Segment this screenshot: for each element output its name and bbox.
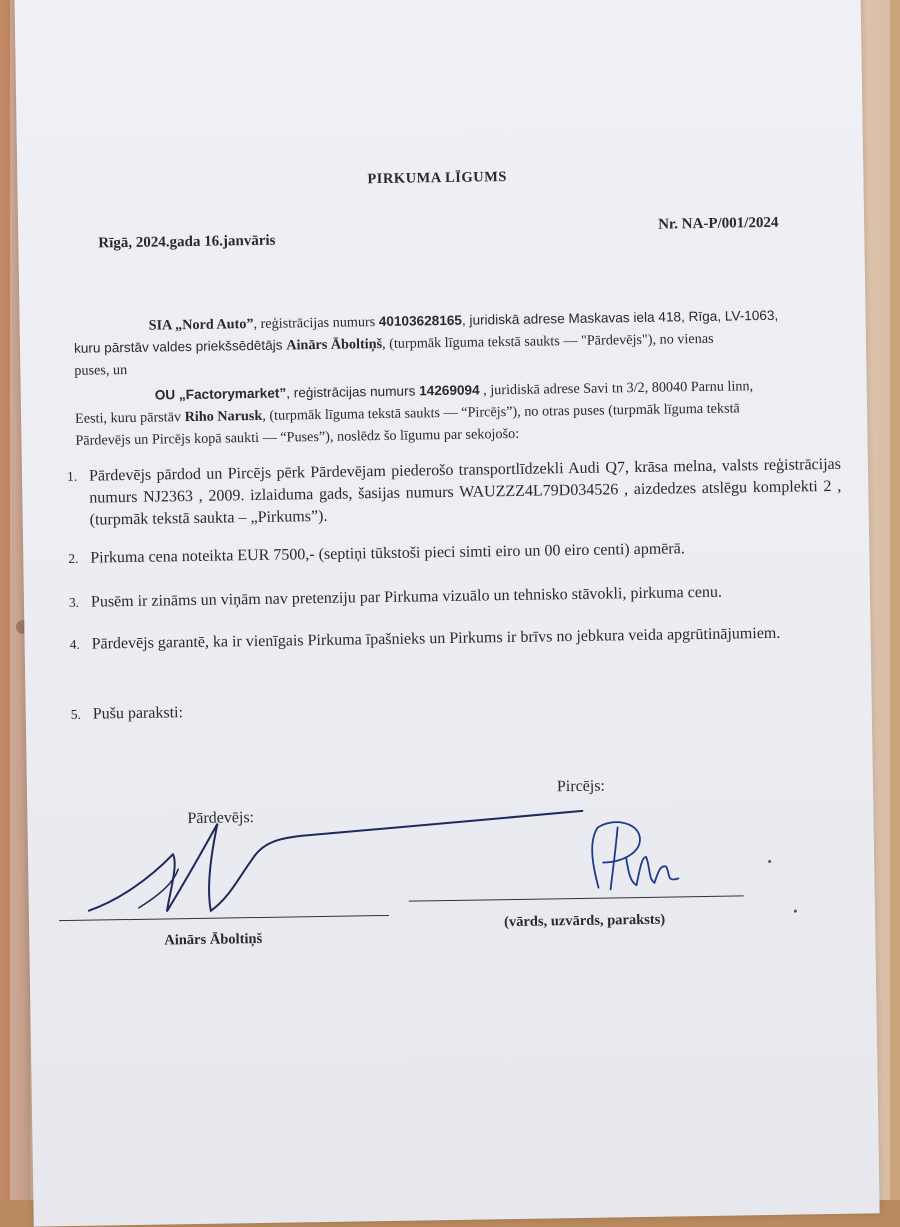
seller-signature — [77, 792, 619, 930]
clause-number: 1. — [66, 468, 78, 484]
clause-number: 3. — [68, 594, 80, 610]
clause-item — [69, 580, 849, 614]
clause-number: 4. — [69, 636, 80, 652]
buyer-line2-pre: Eesti, kuru pārstāv — [74, 409, 185, 427]
clause-number: 2. — [68, 550, 79, 566]
buyer-line-3: Pārdevējs un Pircējs kopā saukti — “Puses”), noslēdz šo līgumu par sekojošo: — [75, 425, 520, 449]
buyer-caption: (vārds, uzvārds, paraksts) — [503, 911, 666, 931]
seller-line2-post: , (turpmāk līguma tekstā saukts — "Pārdevējs"), no vienas — [381, 330, 714, 352]
paper-speck — [794, 910, 797, 913]
clause-text: Pārdevējs pārdod un Pircējs pērk Pārdevējam piederošo transportlīdzekli Audi Q7, krāsa melna, valsts reģistrācijas numurs NJ2363 , 2009. izlaiduma gads, šasijas numurs WAUZZZ4L79D034526 , aizdedzes atslēgu komplekti 2 , (turpmāk tekstā saukta – „Pirkums”). — [88, 455, 842, 529]
clause-item — [67, 454, 848, 532]
clause-number: 5. — [70, 706, 81, 722]
buyer-signature — [567, 816, 688, 898]
seller-reg-pre: , reģistrācijas numurs — [253, 314, 379, 333]
buyer-representative: Riho Narusk — [184, 407, 263, 426]
seller-line-3: puses, un — [74, 361, 128, 379]
seller-name: SIA „Nord Auto” — [148, 316, 254, 334]
document-title: PIRKUMA LĪGUMS — [367, 169, 508, 188]
buyer-line2-post: , (turpmāk līguma tekstā saukts — “Pircējs”), no otras puses (turpmāk līguma tekstā — [262, 400, 740, 424]
clause-text: Pirkuma cena noteikta EUR 7500,- (septiņi tūkstoši pieci simti eiro un 00 eiro centi) apmērā. — [90, 540, 685, 567]
seller-paragraph — [73, 304, 834, 382]
clause-item — [71, 692, 851, 726]
seller-signature-label: Pārdevējs: — [187, 809, 255, 828]
clause-text: Pusēm ir zināms un viņām nav pretenziju par Pirkuma vizuālo un tehnisko stāvokli, pirkuma cenu. — [90, 583, 723, 611]
seller-line2-pre: kuru pārstāv valdes priekšsēdētājs — [73, 337, 287, 356]
seller-address: , juridiskā adrese Maskavas iela 418, Rīga, LV-1063, — [461, 307, 779, 328]
document-number: Nr. NA-P/001/2024 — [658, 214, 779, 233]
buyer-reg-number: 14269094 — [419, 382, 480, 399]
paper-speck — [768, 860, 771, 863]
clause-text: Pārdevējs garantē, ka ir vienīgais Pirkuma īpašnieks un Pirkums ir brīvs no jebkura veida apgrūtinājumiem. — [91, 624, 781, 653]
clause-item — [68, 536, 848, 570]
contract-page — [14, 0, 879, 1227]
buyer-signature-label: Pircējs: — [556, 777, 606, 796]
buyer-address: , juridiskā adrese Savi tn 3/2, 80040 Parnu linn, — [479, 378, 754, 399]
seller-representative: Ainārs Āboltiņš — [286, 335, 383, 354]
buyer-reg-pre: , reģistrācijas numurs — [286, 383, 420, 401]
seller-name-caption: Ainārs Āboltiņš — [164, 930, 263, 949]
seller-reg-number: 40103628165 — [378, 312, 463, 330]
buyer-paragraph — [75, 374, 836, 452]
clause-text: Pušu paraksti: — [92, 704, 184, 723]
clause-item — [69, 622, 849, 656]
buyer-name: OU „Factorymarket” — [154, 385, 287, 403]
place-date: Rīgā, 2024.gada 16.janvāris — [98, 232, 276, 252]
